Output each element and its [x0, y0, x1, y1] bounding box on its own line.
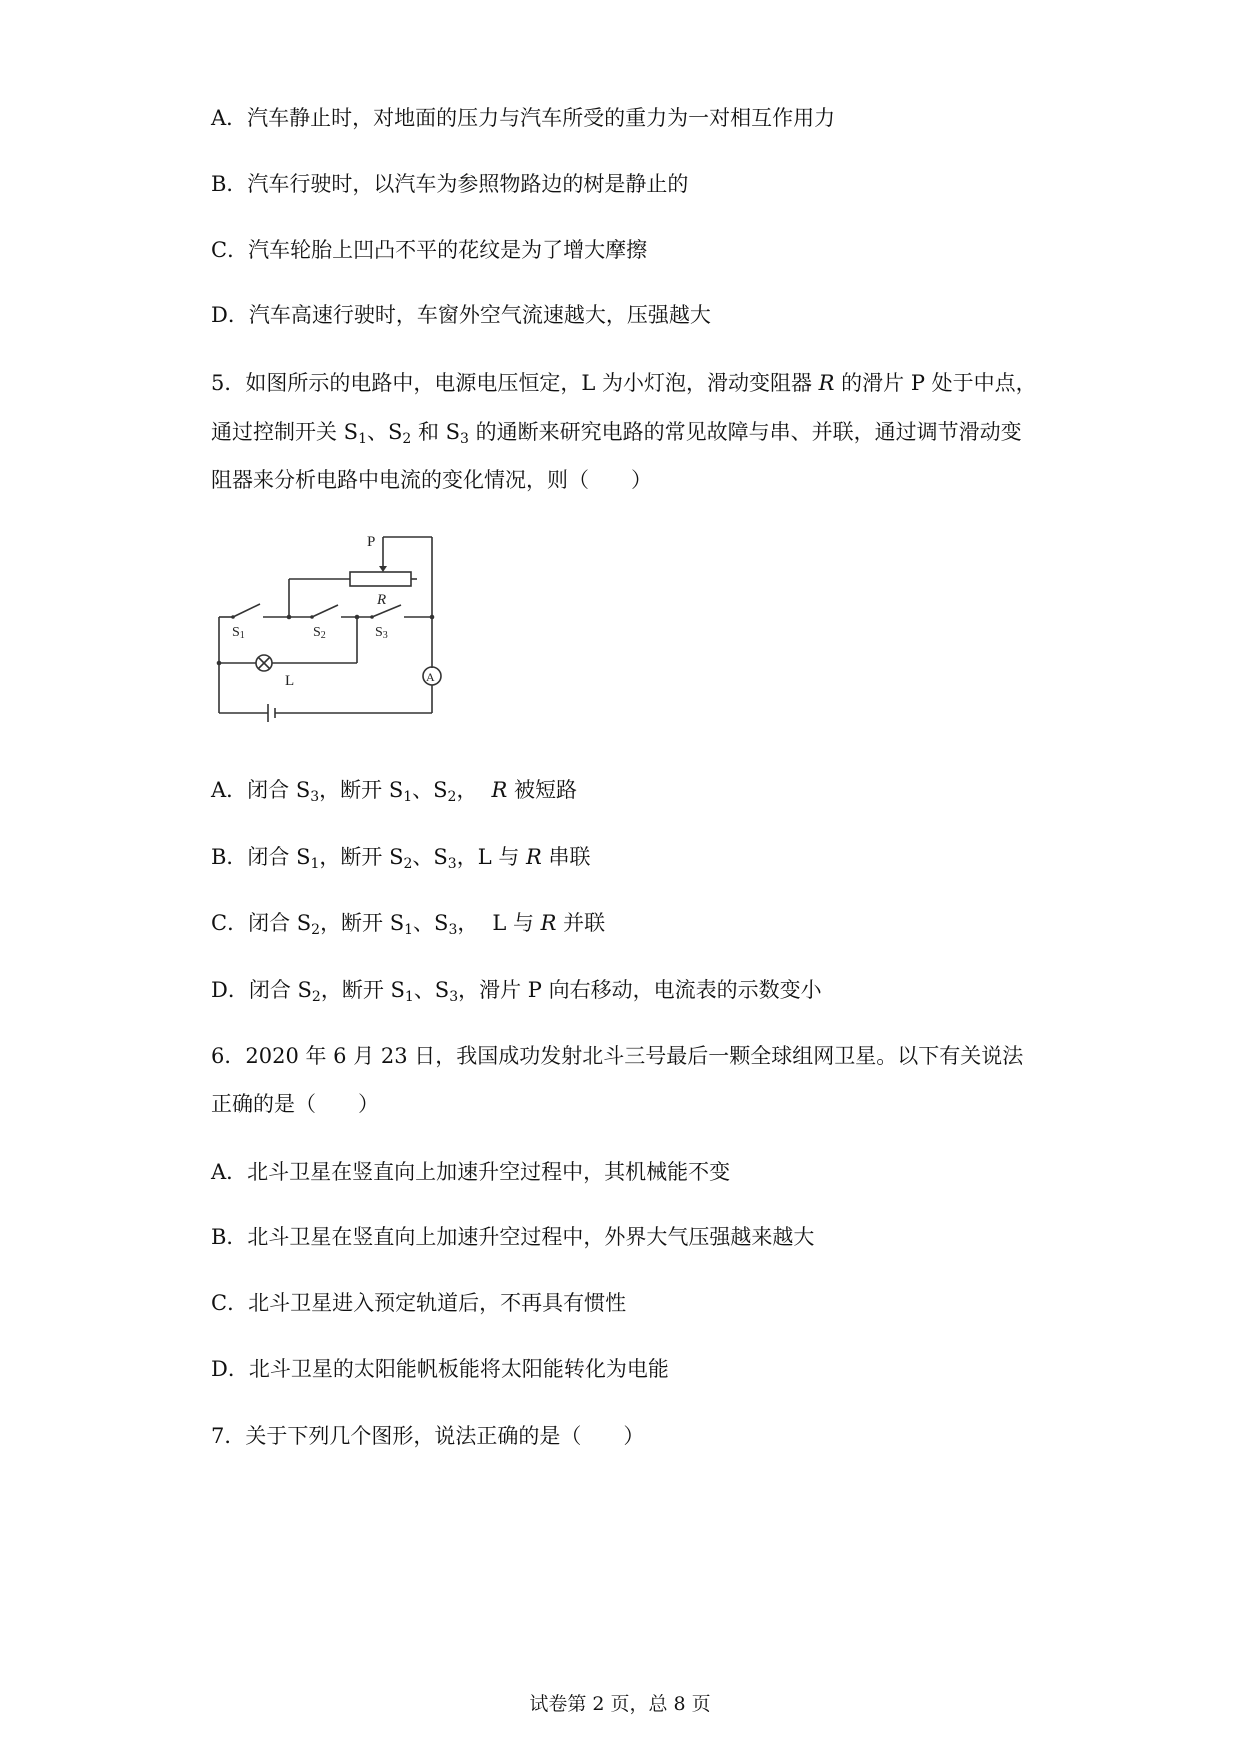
q5-stem-line-1 — [211, 369, 1037, 397]
label-s3 — [375, 625, 388, 641]
q6-option-a: A．北斗卫星在竖直向上加速升空过程中，其机械能不变 — [211, 1160, 731, 1184]
q5-stem-text: 通过控制开关 S — [211, 420, 359, 444]
opt-text: ， — [456, 778, 478, 802]
q5-option-a — [211, 776, 577, 804]
q5-stem-text: 和 S — [411, 420, 461, 444]
q5-stem-text: 的滑片 P 处于中点， — [834, 371, 1037, 395]
subscript: 3 — [449, 989, 459, 1005]
q7-stem: 7．关于下列几个图形，说法正确的是（ ） — [211, 1424, 645, 1448]
q6-option-c: C．北斗卫星进入预定轨道后，不再具有惯性 — [211, 1291, 627, 1315]
subscript: 1 — [310, 856, 320, 872]
slider-p-arrow — [379, 566, 387, 572]
q6-stem-line-2: 正确的是（ ） — [211, 1092, 379, 1116]
q5-stem-text: 5．如图所示的电路中，电源电压恒定，L 为小灯泡，滑动变阻器 — [211, 371, 819, 395]
subscript: 1 — [404, 922, 414, 938]
label-l: L — [285, 673, 295, 689]
label-s: S — [375, 625, 383, 640]
q6-option-b: B．北斗卫星在竖直向上加速升空过程中，外界大气压强越来越大 — [211, 1225, 815, 1249]
page-footer: 试卷第 2 页，总 8 页 — [529, 1693, 711, 1715]
label-s: S — [313, 625, 321, 640]
opt-text: 串联 — [541, 845, 591, 869]
q5-option-c — [211, 909, 605, 937]
opt-text: ，断开 S — [319, 778, 404, 802]
q4-option-d: D．汽车高速行驶时，车窗外空气流速越大，压强越大 — [211, 303, 711, 327]
subscript: 3 — [448, 922, 458, 938]
opt-text: ，断开 S — [320, 911, 405, 935]
q6-stem-line-1: 6．2020 年 6 月 23 日，我国成功发射北斗三号最后一颗全球组网卫星。以下有关说法 — [211, 1044, 1024, 1068]
subscript: 3 — [310, 789, 320, 805]
opt-text: ，断开 S — [319, 845, 404, 869]
opt-text: ，断开 S — [320, 978, 405, 1002]
label-r: R — [377, 592, 387, 608]
subscript: 1 — [403, 789, 413, 805]
opt-text: ，滑片 P 向右移动，电流表的示数变小 — [458, 978, 822, 1002]
label-sub: 3 — [382, 630, 388, 641]
subscript: 1 — [404, 989, 414, 1005]
circuit-diagram — [205, 528, 465, 738]
label-s: S — [232, 625, 240, 640]
subscript: 3 — [447, 856, 457, 872]
q5-stem-r: R — [818, 371, 835, 395]
opt-text: 并联 — [556, 911, 606, 935]
label-p: P — [367, 534, 376, 550]
opt-text: 、S — [413, 911, 449, 935]
subscript: 2 — [311, 922, 321, 938]
opt-text: ， — [457, 911, 479, 935]
subscript: 2 — [447, 789, 457, 805]
label-s1 — [232, 625, 245, 641]
q5-option-d — [211, 976, 822, 1004]
opt-text: 被短路 — [507, 778, 577, 802]
switch-s2 — [312, 605, 338, 617]
opt-text: D．闭合 S — [211, 978, 312, 1002]
q4-option-b: B．汽车行驶时，以汽车为参照物路边的树是静止的 — [211, 172, 689, 196]
q5-stem-line-3: 阻器来分析电路中电流的变化情况，则（ ） — [211, 468, 652, 492]
q5-stem-line-2 — [211, 418, 1022, 446]
opt-text: C．闭合 S — [211, 911, 312, 935]
opt-text: 、S — [412, 845, 448, 869]
subscript: 2 — [402, 431, 412, 447]
label-s2 — [313, 625, 326, 641]
opt-text: 、S — [413, 978, 450, 1002]
label-sub: 2 — [320, 630, 326, 641]
q4-option-c: C．汽车轮胎上凹凸不平的花纹是为了增大摩擦 — [211, 238, 648, 262]
subscript: 2 — [311, 989, 321, 1005]
opt-r: R — [526, 845, 542, 869]
label-a: A — [426, 670, 435, 684]
opt-r: R — [491, 778, 508, 802]
label-sub: 1 — [239, 630, 245, 641]
q5-option-b — [211, 843, 591, 871]
q6-option-d: D．北斗卫星的太阳能帆板能将太阳能转化为电能 — [211, 1357, 669, 1381]
opt-text: B．闭合 S — [211, 845, 311, 869]
opt-r: R — [540, 911, 557, 935]
q5-stem-text: 、S — [366, 420, 403, 444]
opt-text: 、S — [412, 778, 448, 802]
subscript: 3 — [460, 431, 469, 447]
subscript: 2 — [403, 856, 413, 872]
opt-text: L 与 — [492, 911, 541, 935]
opt-text: A．闭合 S — [211, 778, 311, 802]
switch-s1 — [233, 604, 260, 617]
opt-text: ，L 与 — [456, 845, 527, 869]
subscript: 1 — [358, 431, 367, 447]
q4-option-a: A．汽车静止时，对地面的压力与汽车所受的重力为一对相互作用力 — [211, 106, 836, 130]
q5-stem-text: 的通断来研究电路的常见故障与串、并联，通过调节滑动变 — [468, 420, 1022, 444]
rheostat-r — [350, 572, 411, 586]
